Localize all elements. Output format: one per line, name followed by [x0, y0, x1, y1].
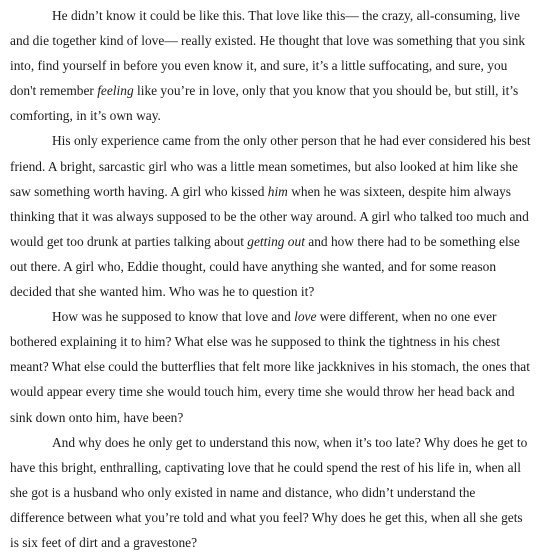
text-run: How was he supposed to know that love and	[52, 309, 295, 325]
text-run: were different, when no one ever bothered explaining it to him? What else was he supposed to think the tightness in his chest meant? What else could the butterflies that felt more like jackknives in his stomach, the ones that would appear every time she would touch him, every time she would throw her head back and sink down onto him, have been?	[10, 309, 530, 425]
text-run: His only experience came from the only other person that he had ever considered his best friend. A bright, sarcastic girl who was a little mean sometimes, but also looked at him like she saw something worth having. A girl who kissed	[10, 133, 531, 199]
italic-text-run: love	[294, 309, 317, 325]
italic-text-run: getting out	[247, 233, 305, 249]
text-run: and how there had to be something else out there. A girl who, Eddie thought, could have anything she wanted, and for some reason decided that she wanted him. Who was he to question it?	[10, 233, 520, 300]
paragraph	[10, 430, 532, 555]
italic-text-run: him	[267, 183, 288, 199]
text-run: He didn’t know it could be like this. That love like this— the crazy, all-consuming, live and die together kind of love— really existed. He thought that love was something that you sink into, find yourself in before you even know it, and sure, it’s a little suffocating, and sure, you don't remember	[10, 8, 526, 99]
paragraph	[10, 304, 532, 429]
text-run: And why does he only get to understand this now, when it’s too late? Why does he get to have this bright, enthralling, captivating love that he could spend the rest of his life in, when all she got is a husband who only existed in name and distance, who didn’t understand the difference between what you’re told and what you feel? Why does he get this, when all she gets is six feet of dirt and a gravestone?	[10, 434, 528, 550]
paragraph	[10, 3, 532, 128]
text-run: when he was sixteen, despite him always thinking that it was always supposed to be the other way around. A girl who talked too much and would get too drunk at parties talking about	[10, 183, 529, 249]
text-run: like you’re in love, only that you know that you should be, but still, it’s comforting, in it’s own way.	[10, 83, 519, 124]
italic-text-run: feeling	[97, 83, 134, 99]
paragraph	[10, 128, 532, 304]
